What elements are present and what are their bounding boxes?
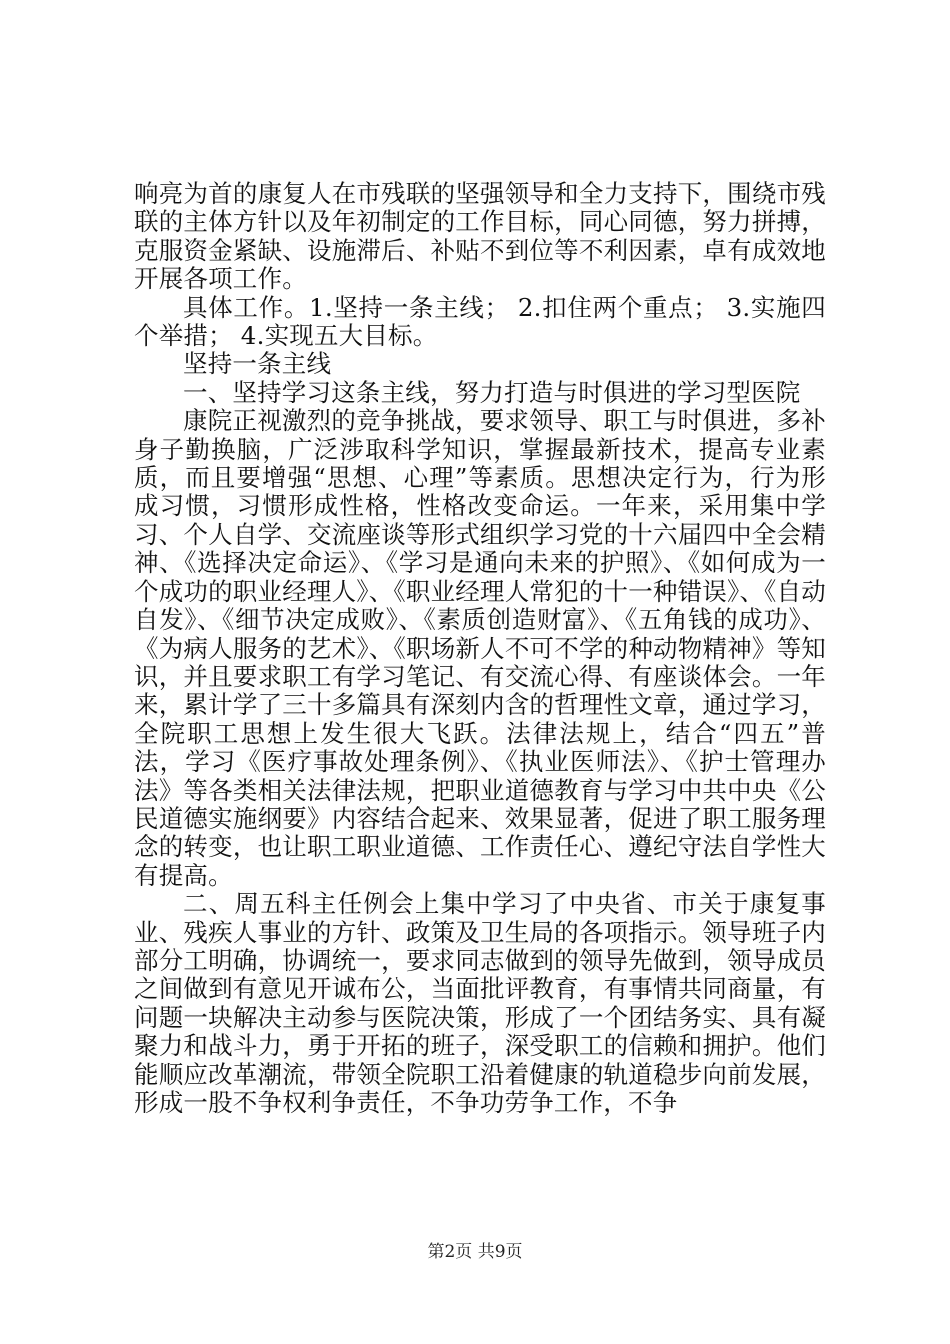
- paragraph-2: 具体工作。1.坚持一条主线； 2.扣住两个重点； 3.实施四个举措； 4.实现五大目标。: [134, 292, 826, 351]
- section-heading: 坚持一条主线: [183, 349, 332, 379]
- paragraph-4: 二、周五科主任例会上集中学习了中央省、市关于康复事业、残疾人事业的方针、政策及卫生局的各项指示。领导班子内部分工明确，协调统一，要求同志做到的领导先做到，领导成员之间做到有意见开诚布公，当面批评教育，有事情共同商量，有问题一块解决主动参与医院决策，形成了一个团结务实、具有凝聚力和战斗力，勇于开拓的班子，深受职工的信赖和拥护。他们能顺应改革潮流，带领全院职工沿着健康的轨道稳步向前发展，形成一股不争权利争责任，不争功劳争工作，不争: [134, 889, 826, 1117]
- subsection-heading: 一、坚持学习这条主线，努力打造与时俱进的学习型医院: [183, 377, 801, 407]
- paragraph-1: 响亮为首的康复人在市残联的坚强领导和全力支持下，围绕市残联的主体方针以及年初制定的工作目标，同心同德，努力拼搏，克服资金紧缺、设施滞后、补贴不到位等不利因素，卓有成效地开展各项工作。: [134, 179, 826, 294]
- document-body: [134, 180, 826, 1117]
- page-footer: 第2页 共9页: [427, 1242, 523, 1262]
- paragraph-3: 康院正视激烈的竞争挑战，要求领导、职工与时俱进，多补身子勤换脑，广泛涉取科学知识，掌握最新技术，提高专业素质，而且要增强“思想、心理”等素质。思想决定行为，行为形成习惯，习惯形成性格，性格改变命运。一年来，采用集中学习、个人自学、交流座谈等形式组织学习党的十六届四中全会精神、《选择决定命运》、《学习是通向未来的护照》、《如何成为一个成功的职业经理人》、《职业经理人常犯的十一种错误》、《自动自发》、《细节决定成败》、《素质创造财富》、《五角钱的成功》、《为病人服务的艺术》、《职场新人不可不学的种动物精神》等知识，并且要求职工有学习笔记、有交流心得、有座谈体会。一年来，累计学了三十多篇具有深刻内含的哲理性文章，通过学习，全院职工思想上发生很大飞跃。法律法规上，结合“四五”普法，学习《医疗事故处理条例》、《执业医师法》、《护士管理办法》等各类相关法律法规，把职业道德教育与学习中共中央《公民道德实施纲要》内容结合起来、效果显著，促进了职工服务理念的转变，也让职工职业道德、工作责任心、遵纪守法自学性大有提高。: [134, 406, 826, 890]
